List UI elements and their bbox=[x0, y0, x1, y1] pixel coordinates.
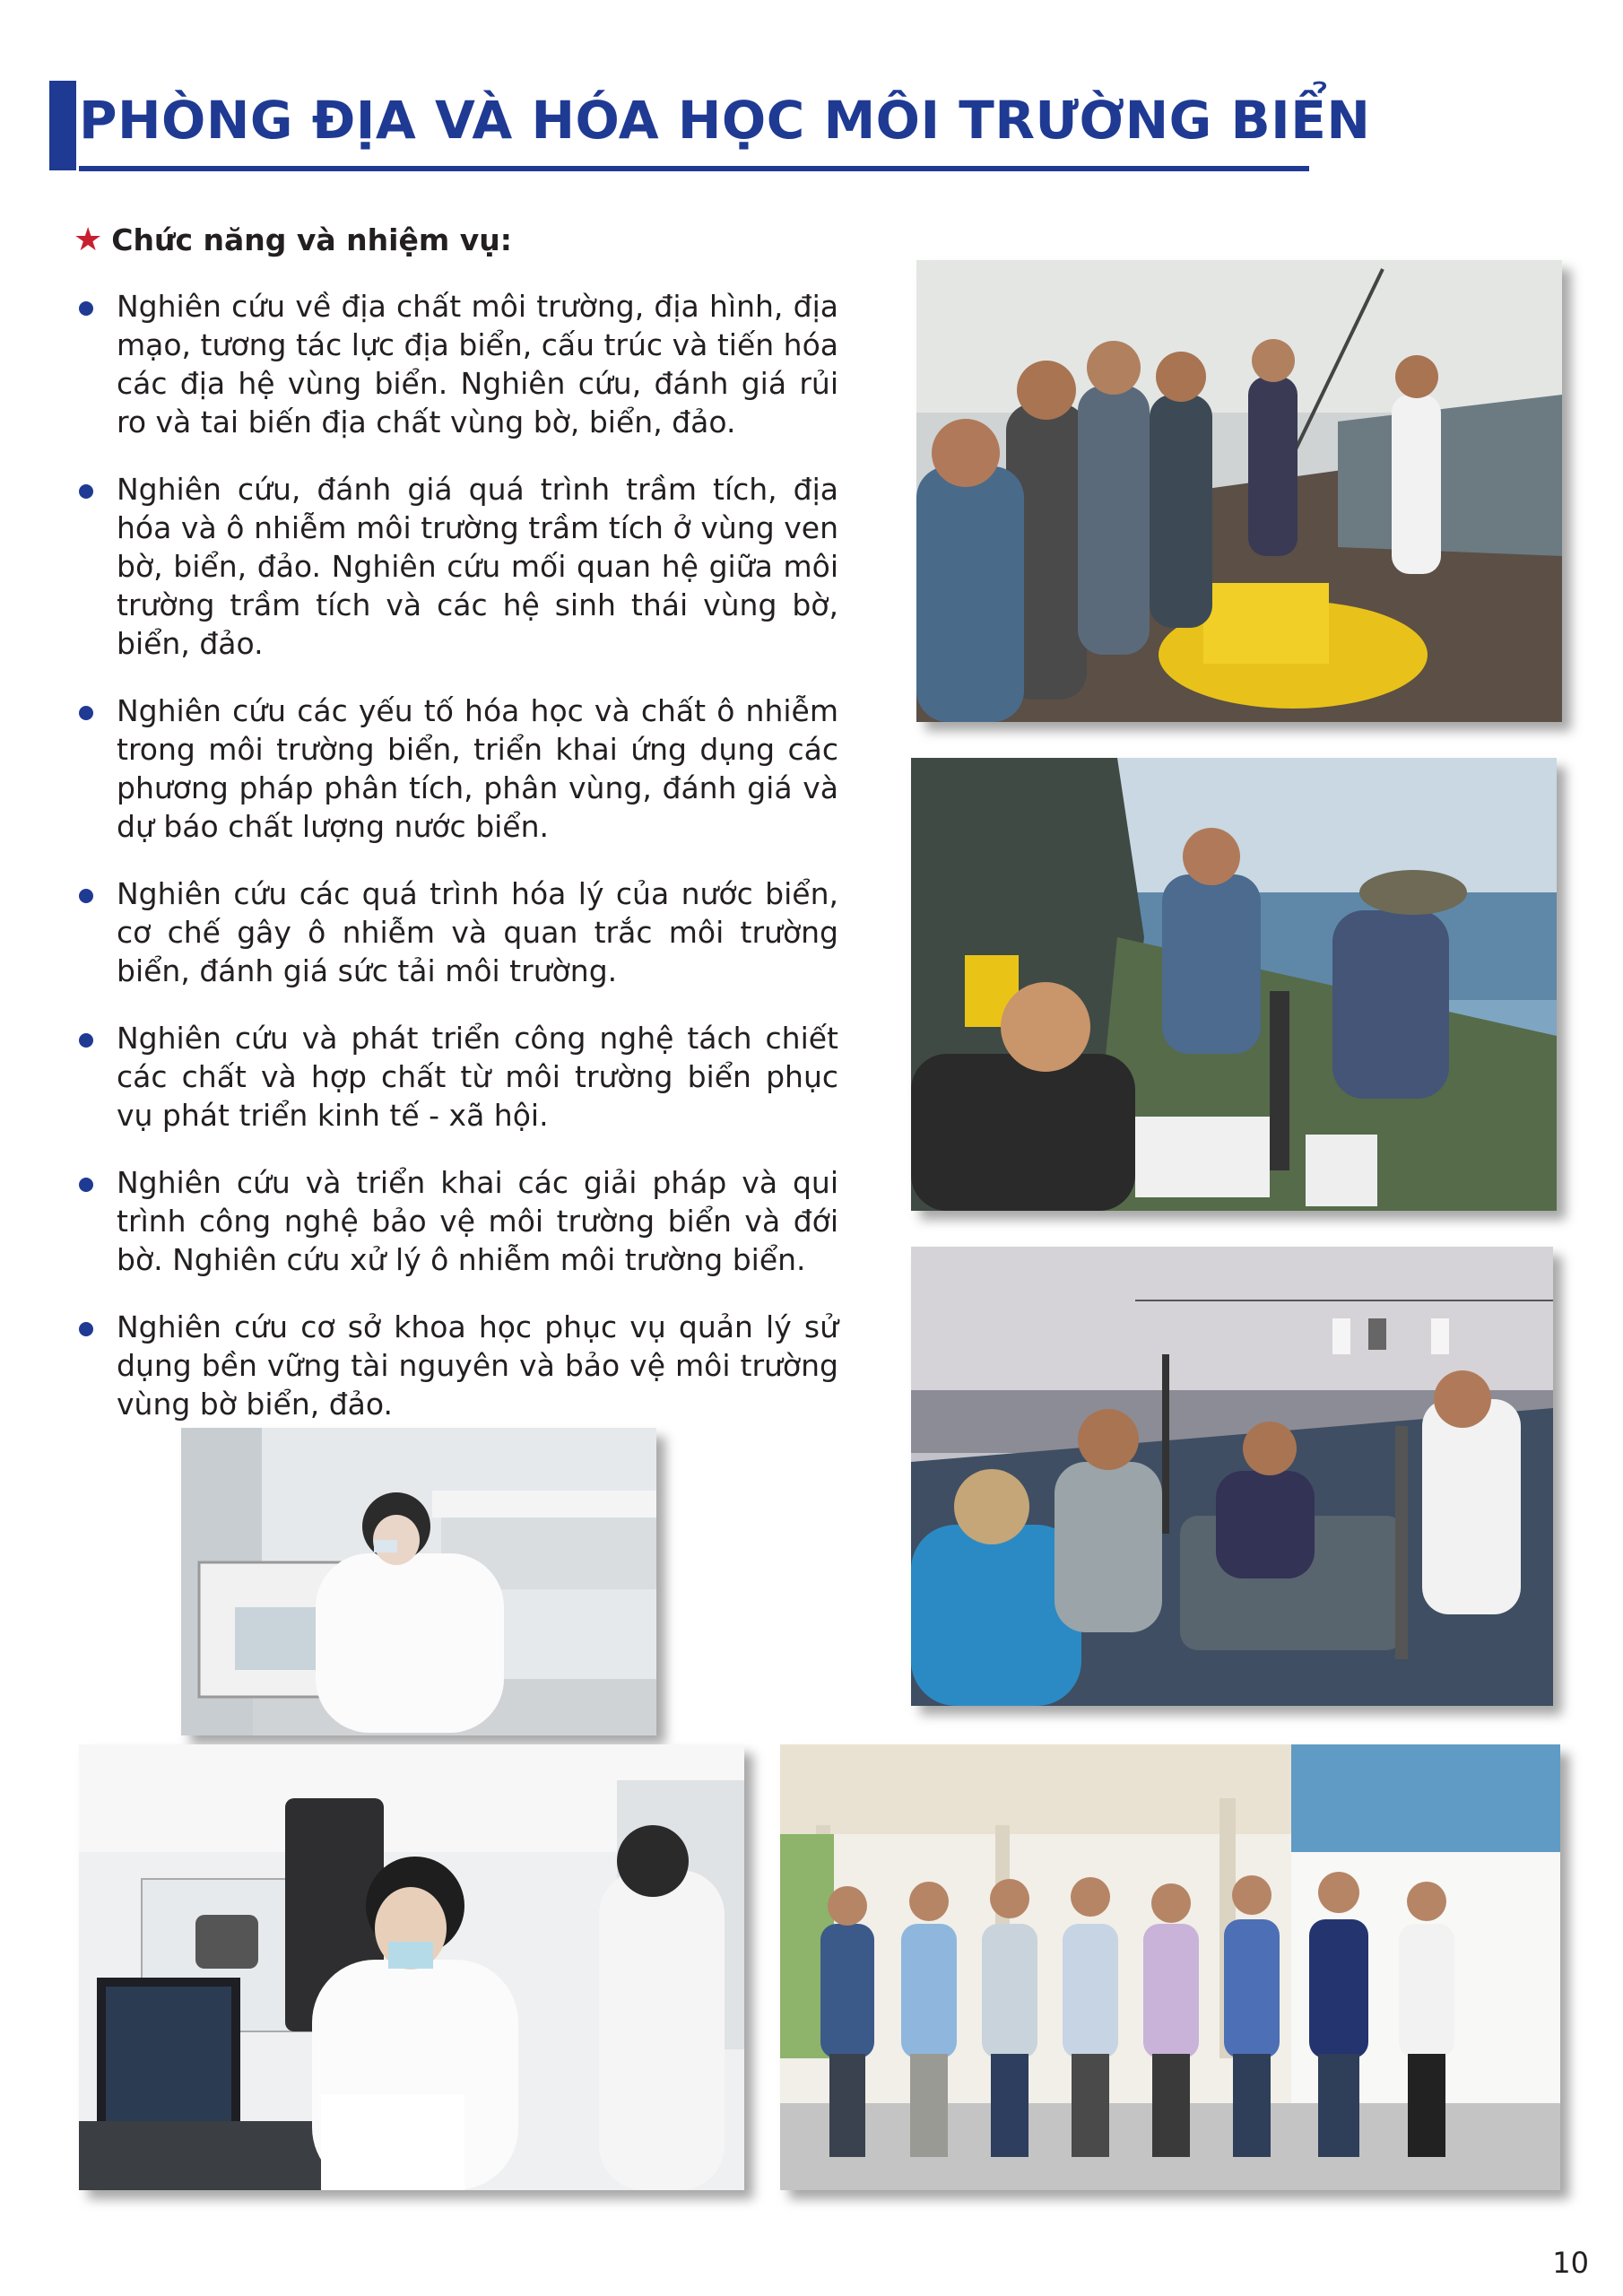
list-item: Nghiên cứu các quá trình hóa lý của nước biển, cơ chế gây ô nhiễm và quan trắc môi trường biển, đánh giá sức tải môi trường. bbox=[76, 874, 838, 990]
bullet-dot-icon bbox=[79, 889, 93, 903]
bullet-dot-icon bbox=[79, 301, 93, 316]
photo-lab-instrument bbox=[79, 1744, 744, 2190]
photo-lab-balance bbox=[181, 1428, 656, 1735]
list-item: Nghiên cứu cơ sở khoa học phục vụ quản lý sử dụng bền vững tài nguyên và bảo vệ môi trường vùng bờ biển, đảo. bbox=[76, 1308, 838, 1423]
photo-ship-deck-sampler bbox=[916, 260, 1562, 722]
photo-group-building bbox=[780, 1744, 1560, 2190]
section-heading-label: Chức năng và nhiệm vụ: bbox=[111, 222, 512, 257]
duties-list bbox=[76, 287, 838, 1452]
list-item: Nghiên cứu và triển khai các giải pháp và qui trình công nghệ bảo vệ môi trường biển và đới bờ. Nghiên cứu xử lý ô nhiễm môi trường biển. bbox=[76, 1163, 838, 1279]
title-accent-bar bbox=[49, 81, 76, 170]
bullet-dot-icon bbox=[79, 1033, 93, 1048]
photo-deck-sunset-coring bbox=[911, 1247, 1553, 1706]
list-item: Nghiên cứu, đánh giá quá trình trầm tích, địa hóa và ô nhiễm môi trường trầm tích ở vùng ven bờ, biển, đảo. Nghiên cứu mối quan hệ giữa môi trường trầm tích và các hệ sinh thái vùng bờ, biển, đảo. bbox=[76, 470, 838, 663]
page-title: PHÒNG ĐỊA VÀ HÓA HỌC MÔI TRƯỜNG BIỂN bbox=[79, 90, 1371, 151]
page-number: 10 bbox=[1552, 2246, 1589, 2280]
bullet-dot-icon bbox=[79, 484, 93, 499]
photo-boat-sea-researchers bbox=[911, 758, 1557, 1211]
list-item: Nghiên cứu và phát triển công nghệ tách chiết các chất và hợp chất từ môi trường biển phục vụ phát triển kinh tế - xã hội. bbox=[76, 1019, 838, 1135]
title-underline bbox=[79, 166, 1309, 171]
bullet-dot-icon bbox=[79, 1322, 93, 1336]
list-item: Nghiên cứu về địa chất môi trường, địa hình, địa mạo, tương tác lực địa biển, cấu trúc và tiến hóa các địa hệ vùng biển. Nghiên cứu, đánh giá rủi ro và tai biến địa chất vùng bờ, biển, đảo. bbox=[76, 287, 838, 441]
bullet-dot-icon bbox=[79, 1178, 93, 1192]
star-icon: ★ bbox=[74, 221, 103, 258]
bullet-dot-icon bbox=[79, 706, 93, 720]
section-heading bbox=[74, 222, 512, 257]
list-item: Nghiên cứu các yếu tố hóa học và chất ô nhiễm trong môi trường biển, triển khai ứng dụng các phương pháp phân tích, phân vùng, đánh giá và dự báo chất lượng nước biển. bbox=[76, 691, 838, 846]
